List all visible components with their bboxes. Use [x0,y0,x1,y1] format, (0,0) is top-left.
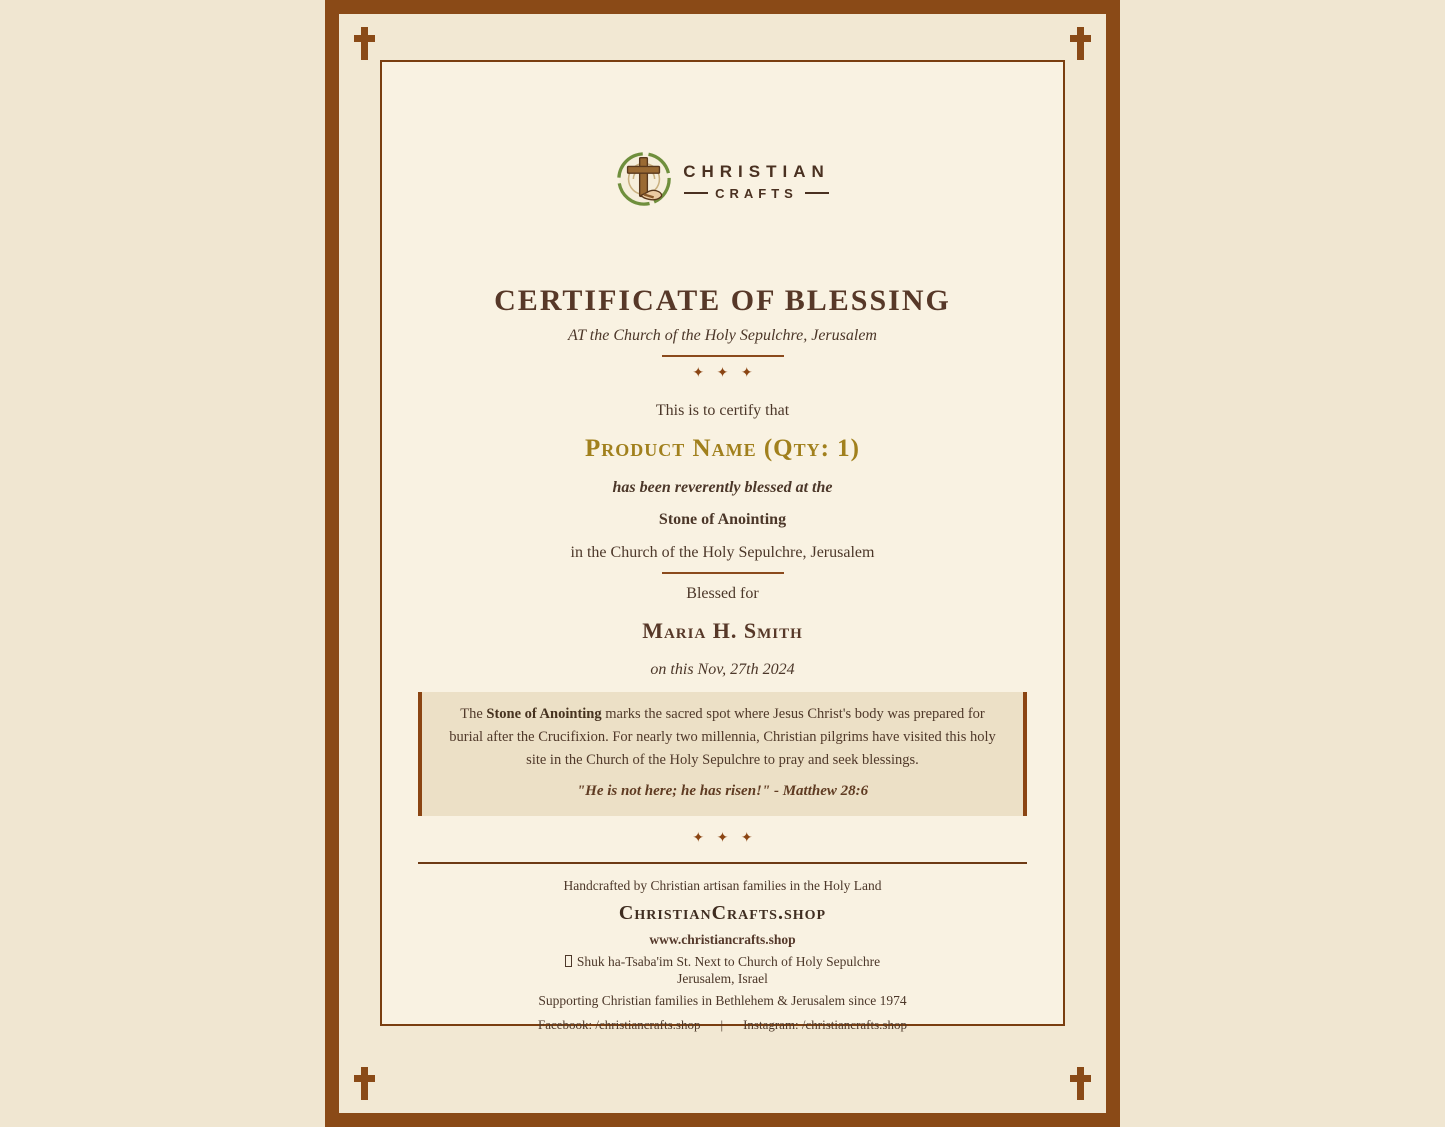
website-url: www.christiancrafts.shop [649,932,796,947]
brand-name-line2: CRAFTS [715,185,798,201]
brand-name-line1: CHRISTIAN [683,161,830,181]
info-text-bold: Stone of Anointing [486,706,602,722]
address-line2: Jerusalem, Israel [677,971,768,986]
bible-quote: "He is not here; he has risen!" - Matthew 28:6 [576,783,869,799]
supporting-line: Supporting Christian families in Bethlehem & Jerusalem since 1974 [538,993,907,1008]
brand-logo [382,150,1063,212]
footer-divider-line [418,862,1027,864]
cross-icon [1070,1067,1091,1100]
cross-icon [354,27,375,60]
product-name: Product Name (Qty: 1) [585,435,860,462]
blessed-for-label: Blessed for [686,585,759,602]
certificate-card [380,60,1065,1032]
social-links-row [382,1017,1063,1033]
location-pin-icon [565,955,572,967]
divider-line [662,355,784,357]
dash-line [684,192,708,194]
diamond-ornament: ✦ ✦ ✦ [692,831,753,846]
handcrafted-line: Handcrafted by Christian artisan families in the Holy Land [563,878,882,893]
place-line: Stone of Anointing [658,511,787,528]
beige-mat-panel [339,14,1106,1113]
brand-wordmark: ChristianCrafts.shop [618,902,827,924]
stone-of-anointing-info-box [418,692,1027,816]
blessing-date: on this Nov, 27th 2024 [650,661,795,678]
cross-icon [1070,27,1091,60]
divider-line [662,572,784,574]
christian-crafts-logo-icon [615,150,673,213]
outer-brown-frame [325,0,1120,1127]
brand-logo-text [683,162,830,201]
facebook-handle: Facebook: /christiancrafts.shop [538,1017,701,1032]
diamond-ornament: ✦ ✦ ✦ [692,366,753,381]
dash-line [805,192,829,194]
certificate-subtitle: AT the Church of the Holy Sepulchre, Jerusalem [568,327,877,344]
instagram-handle: Instagram: /christiancrafts.shop [743,1017,907,1032]
certificate-title: CERTIFICATE OF BLESSING [494,284,951,317]
address-line1: Shuk ha-Tsaba'im St. Next to Church of Holy Sepulchre [382,954,1063,970]
separator-pipe: | [720,1017,724,1032]
recipient-name: Maria H. Smith [642,618,803,643]
cross-icon [354,1067,375,1100]
church-line: in the Church of the Holy Sepulchre, Jerusalem [570,544,875,561]
info-text: The Stone of Anointing marks the sacred spot where Jesus Christ's body was prepared for burial after the Crucifixion. For nearly two millennia, Christian pilgrims have visited this holy site in the Church of the Holy Sepulchre to pray and seek blessings. [449,706,996,768]
certify-line: This is to certify that [655,402,790,419]
blessed-at-line: has been reverently blessed at the [612,479,833,496]
